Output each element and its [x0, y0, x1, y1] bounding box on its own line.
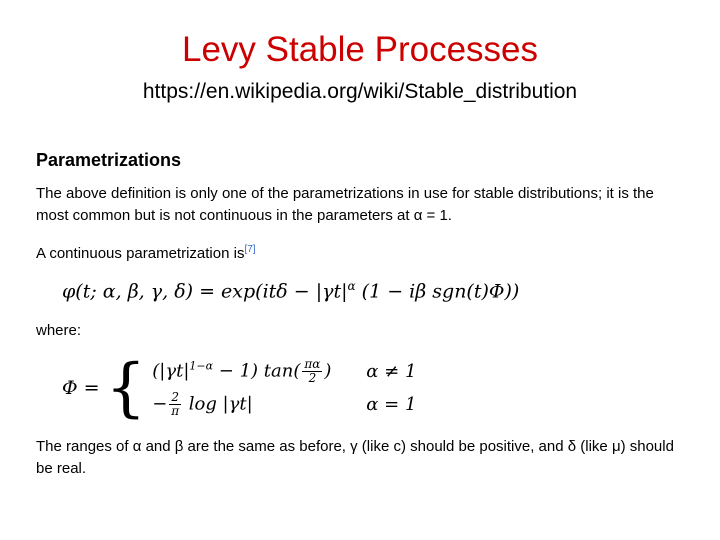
phi-definition: [62, 351, 686, 426]
section-heading: Parametrizations: [36, 150, 182, 170]
characteristic-function-equation: [62, 279, 686, 302]
paragraph-ranges: The ranges of α and β are the same as before, γ (like c) should be positive, and δ (like μ) should be real.: [36, 438, 674, 478]
case-1-condition: α ≠ 1: [366, 361, 417, 383]
paragraph-continuous-text: A continuous parametrization is: [36, 245, 245, 262]
fraction-pi-alpha-over-2: $\frac{\pi\alpha}{2}$: [304, 357, 321, 386]
phi-lhs: Φ =: [62, 377, 100, 400]
left-brace: {: [105, 351, 147, 426]
phi-case-2: [152, 391, 416, 418]
article-excerpt: [36, 150, 686, 480]
phi-case-1: [152, 358, 416, 385]
case-2-condition: α = 1: [366, 394, 417, 416]
where-label: where:: [36, 322, 82, 340]
paragraph-definition: The above definition is only one of the parametrizations in use for stable distributions; it is the most common but is not continuous in the parameters at α = 1.: [36, 185, 654, 224]
char-func-main: φ(t; α, β, γ, δ) = exp(itδ − |γt|: [62, 280, 348, 303]
char-func-tail: (1 − iβ sgn(t)Φ)): [355, 280, 520, 303]
slide-title: Levy Stable Processes: [181, 30, 538, 69]
paragraph-continuous: [36, 239, 686, 265]
phi-cases: [152, 358, 416, 418]
source-url[interactable]: https://en.wikipedia.org/wiki/Stable_distribution: [142, 80, 578, 103]
fraction-2-over-pi: $\frac{2}{\pi}$: [171, 390, 180, 419]
char-func-exponent: α: [347, 279, 356, 293]
citation-link[interactable]: [7]: [244, 244, 256, 255]
case-1-expression: $(|\gamma t|^{1-\alpha} - 1)$ tan( $\frac{\pi\alpha}{2}$ ): [152, 357, 332, 386]
case-2-expression: − $\frac{2}{\pi}$ log |γt|: [152, 390, 253, 419]
